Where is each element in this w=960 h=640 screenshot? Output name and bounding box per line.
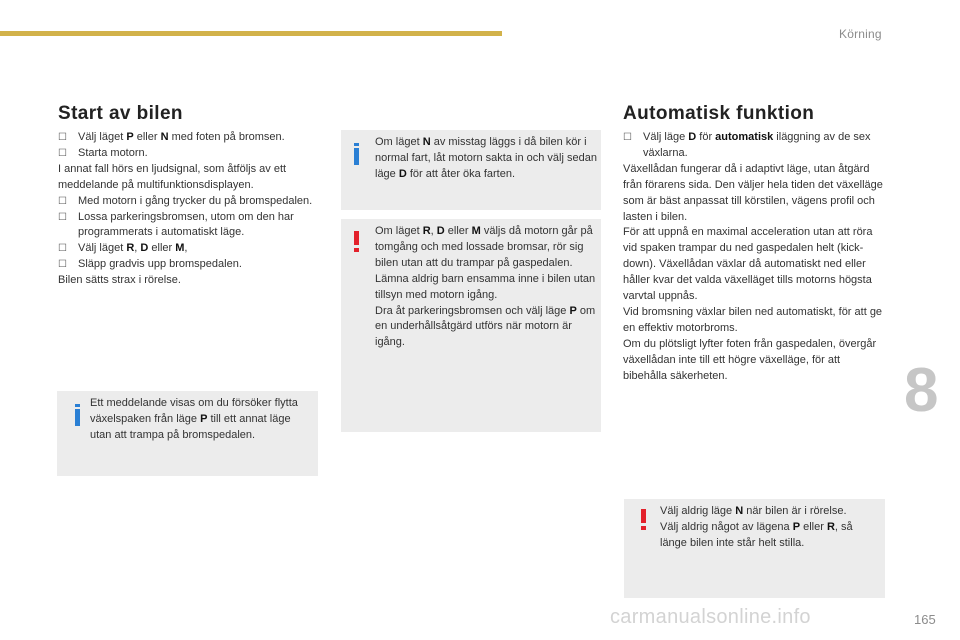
checklist-item: ☐ Med motorn i gång trycker du på bromspedalen.: [58, 194, 320, 210]
info-box-neutral: [341, 130, 601, 210]
bold-term: N: [160, 131, 169, 143]
paragraph: Bilen sätts strax i rörelse.: [58, 274, 181, 287]
paragraph: Om du plötsligt lyfter foten från gaspedalen, övergår växellådan inte till ett högre växelläge, för att bibehålla säkerheten.: [623, 337, 877, 382]
bold-term: R: [422, 225, 431, 237]
bold-term: R: [826, 520, 835, 533]
checklist-item: ☐ Släpp gradvis upp bromspedalen.: [58, 257, 320, 273]
chapter-number: 8: [904, 356, 939, 425]
section-label: Körning: [839, 27, 882, 41]
checkbox-icon: ☐: [58, 147, 67, 159]
warning-icon: [354, 231, 359, 245]
info-icon: [75, 409, 80, 426]
auto-instructions: [623, 130, 885, 385]
warning-box-text: Om läget R, D eller M väljs då motorn går på tomgång och med lossade bromsar, rör sig bilen utan att du trampar på gaspedalen. Lämna aldrig barn ensamma inne i bilen utan tillsyn med motorn igång. Dra åt parkeringsbromsen och välj läge P om en underhållsåtgärd utförs när motorn är igång.: [375, 225, 596, 349]
checkbox-icon: ☐: [623, 132, 632, 143]
checklist-item: ☐ Välj läge D för automatisk iläggning av de sex växlarna.: [623, 131, 871, 159]
warning-box-text: Välj aldrig läge N när bilen är i rörelse. Välj aldrig något av lägena P eller R, så länge bilen inte står helt stilla.: [660, 505, 853, 549]
bold-term: D: [688, 131, 697, 143]
paragraph: För att uppnå en maximal acceleration utan att röra vid spaken trampar du ned gaspedalen helt (kick-down). Växellådan växlar då automatiskt ned eller håller kvar det valda växelläget tills motorns högsta varvtal uppnås.: [623, 226, 873, 303]
bold-term: D: [398, 167, 407, 180]
bold-term: automatisk: [715, 131, 774, 143]
bold-term: D: [436, 225, 445, 237]
watermark: carmanualsonline.info: [610, 606, 811, 628]
bold-term: P: [792, 520, 801, 533]
info-icon: [354, 148, 359, 165]
paragraph: Växellådan fungerar då i adaptivt läge, utan åtgärd från förarens sida. Den väljer hela tiden det växelläge som är bäst anpassat till körstilen, vägens profil och lasten i bilen.: [623, 162, 883, 223]
checklist-item: ☐ Välj läget R, D eller M,: [58, 241, 320, 257]
start-title: Start av bilen: [58, 103, 183, 124]
bold-term: M: [175, 242, 185, 255]
start-instructions: [58, 130, 320, 289]
bold-term: R: [126, 242, 135, 255]
checkbox-icon: ☐: [58, 243, 67, 255]
paragraph: I annat fall hörs en ljudsignal, som åtföljs av ett meddelande på multifunktionsdisplayen.: [58, 162, 287, 191]
page-number: 165: [914, 612, 936, 627]
warning-icon: [641, 509, 646, 523]
bold-term: N: [735, 505, 744, 517]
checkbox-icon: ☐: [58, 132, 67, 143]
warning-box-idle: [341, 219, 601, 432]
checklist-item: ☐ Lossa parkeringsbromsen, utom om den har programmerats i automatiskt läge.: [58, 210, 294, 239]
header-accent-bar: [0, 31, 502, 36]
bold-term: P: [200, 412, 208, 425]
bold-term: N: [422, 136, 431, 148]
checkbox-icon: ☐: [58, 195, 67, 207]
paragraph: Vid bromsning växlar bilen ned automatiskt, för att ge en effektiv motorbroms.: [623, 305, 883, 334]
bold-term: P: [126, 131, 134, 143]
bold-term: D: [140, 242, 149, 255]
info-box-gear-message: [57, 391, 318, 476]
warning-box-neutral: [624, 499, 885, 598]
checkbox-icon: ☐: [58, 211, 67, 223]
bold-term: M: [471, 225, 481, 237]
info-box-text: Om läget N av misstag läggs i då bilen kör i normal fart, låt motorn sakta in och välj sedan läge D för att åter öka farten.: [375, 136, 597, 180]
info-box-text: Ett meddelande visas om du försöker flytta växelspaken från läge P till ett annat läge utan att trampa på bromspedalen.: [90, 397, 298, 441]
checklist-item: ☐ Starta motorn.: [58, 146, 320, 162]
checklist-item: ☐ Välj läget P eller N med foten på bromsen.: [58, 130, 320, 146]
bold-term: P: [569, 304, 577, 317]
auto-title: Automatisk funktion: [623, 103, 815, 124]
checkbox-icon: ☐: [58, 259, 67, 271]
